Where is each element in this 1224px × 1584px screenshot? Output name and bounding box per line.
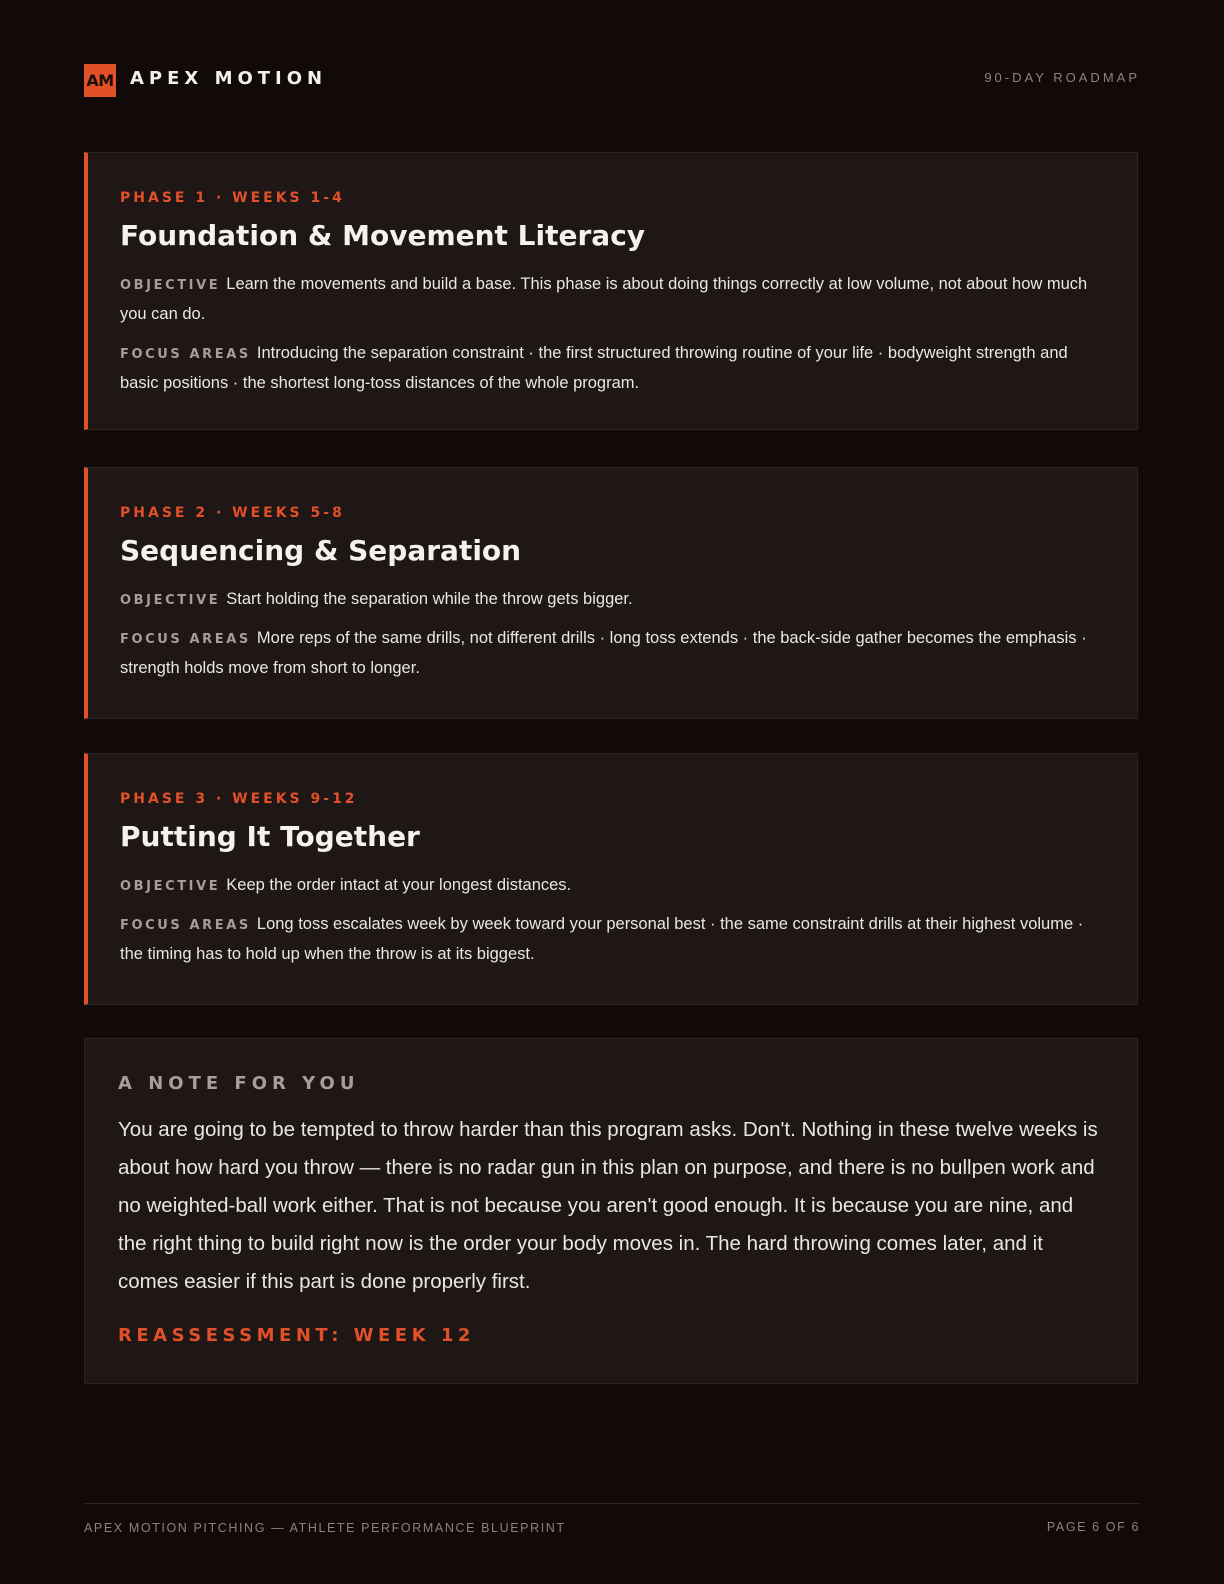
focus-text: More reps of the same drills, not different drills · long toss extends · the back-side gather becomes the emphasis · strength holds move from short to longer. [120, 629, 1087, 677]
objective-text: Start holding the separation while the throw gets bigger. [226, 590, 633, 608]
phase-objective [120, 270, 1110, 329]
page-number: PAGE 6 OF 6 [1046, 1520, 1140, 1534]
objective-text: Learn the movements and build a base. This phase is about doing things correctly at low volume, not about how much you can do. [120, 275, 1088, 323]
phase-focus-areas [120, 339, 1110, 398]
focus-tag: FOCUS AREAS [120, 632, 251, 647]
brand-name: APEX MOTION [130, 68, 328, 89]
focus-tag: FOCUS AREAS [120, 918, 251, 933]
phase-card-3 [84, 753, 1138, 1005]
footer-divider [84, 1503, 1140, 1504]
note-body: You are going to be tempted to throw harder than this program asks. Don't. Nothing in these twelve weeks is about how hard you throw — there is no radar gun in this plan on purpose, and there is no bullpen work and no weighted-ball work either. That is not because you aren't good enough. It is because you are nine, and the right thing to build right now is the order your body moves in. The hard throwing comes later, and it comes easier if this part is done properly first. [118, 1118, 1098, 1293]
phase-label: PHASE 2 · WEEKS 5-8 [120, 505, 345, 521]
focus-tag: FOCUS AREAS [120, 347, 251, 362]
phase-objective [120, 871, 1110, 901]
objective-tag: OBJECTIVE [120, 278, 221, 293]
brand-logo: AM [84, 64, 116, 97]
document-label: 90-DAY ROADMAP [984, 70, 1140, 85]
note-card [84, 1038, 1138, 1384]
phase-card-2 [84, 467, 1138, 719]
focus-text: Long toss escalates week by week toward your personal best · the same constraint drills at their highest volume · the timing has to hold up when the throw is at its biggest. [120, 915, 1084, 963]
page-header [84, 64, 1140, 98]
phase-focus-areas [120, 910, 1110, 969]
objective-text: Keep the order intact at your longest distances. [226, 876, 572, 894]
phase-label: PHASE 3 · WEEKS 9-12 [120, 791, 358, 807]
phase-title: Putting It Together [120, 820, 420, 853]
objective-tag: OBJECTIVE [120, 593, 221, 608]
focus-text: Introducing the separation constraint · the first structured throwing routine of your life · bodyweight strength and basic positions · the shortest long-toss distances of the whole program. [120, 344, 1068, 392]
phase-label: PHASE 1 · WEEKS 1-4 [120, 190, 345, 206]
reassessment-label: REASSESSMENT: WEEK 12 [118, 1325, 475, 1346]
note-title: A NOTE FOR YOU [118, 1073, 360, 1094]
phase-title: Sequencing & Separation [120, 534, 522, 567]
phase-card-1 [84, 152, 1138, 430]
objective-tag: OBJECTIVE [120, 879, 221, 894]
footer-document-title: APEX MOTION PITCHING — ATHLETE PERFORMANCE BLUEPRINT [84, 1521, 566, 1535]
phase-objective [120, 585, 1110, 615]
phase-title: Foundation & Movement Literacy [120, 219, 646, 252]
phase-focus-areas [120, 624, 1110, 683]
